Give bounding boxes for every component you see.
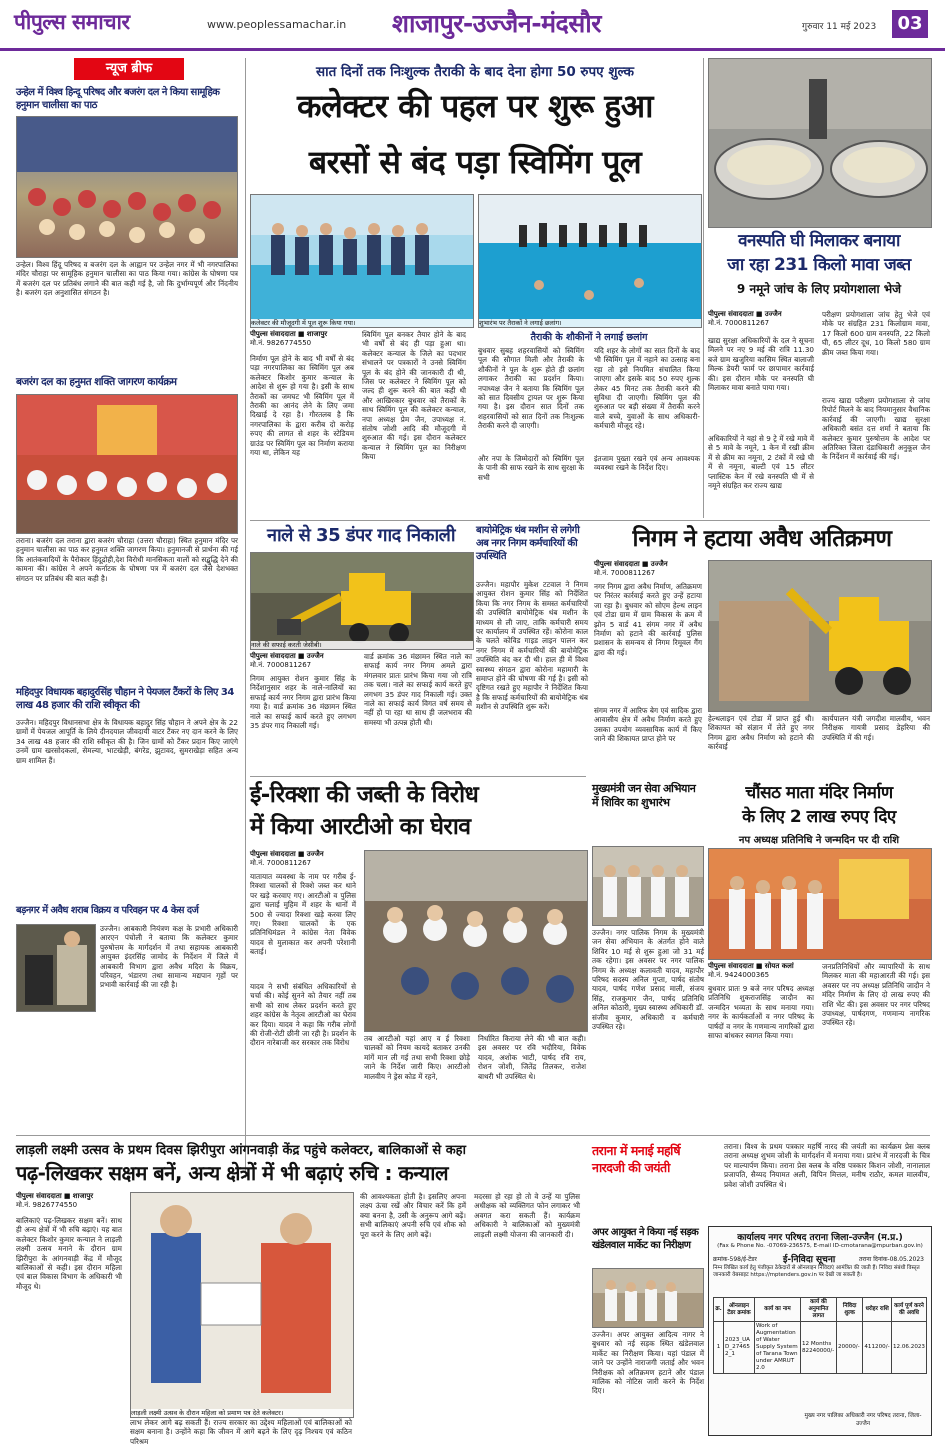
swimming-caption-left: कलेक्टर की मौजूदगी में पूल शुरू किया गया। <box>251 319 473 327</box>
certificate-handover-photo <box>131 1193 353 1417</box>
tender-col-header: कार्य का नाम <box>754 1298 800 1322</box>
tender-cell: 20000/- <box>836 1322 862 1374</box>
mawa-subhead: 9 नमूने जांच के लिए प्रयोगशाला भेजे <box>736 282 902 296</box>
temple-headline-1: चौंसठ माता मंदिर निर्माण <box>745 783 893 803</box>
swimming-photo-right <box>478 194 702 328</box>
swimming-body-col4: यदि शहर के लोगों का सात दिनों के बाद भी स्विमिंग पूल में नहाने का उत्साह बना रहा तो इसे नियमित संचालित किया जाएगा और इसके बाद 50 रुपए शुल्क लेकर 45 मिनट तक तैराकी करने की सुविधा दी जाएगी। स्विमिंग पूल की शुरुआत पर बड़ी संख्या में तैराकी करने वाले बच्चे, युवाओं के साथ अधिकारी-कर्मचारी मौजूद रहे। <box>594 346 700 431</box>
tender-table-header <box>714 1298 927 1322</box>
tarana-body: तराना। विश्व के प्रथम पत्रकार महर्षि नारद की जयंती का कार्यक्रम प्रेस क्लब तराना अध्यक्ष शुभम जोशी के मार्गदर्शन में मनाया गया। प्रारंभ में नारदजी के चित्र पर माल्यार्पण किया। तराना प्रेस क्लब के वरिष्ठ पत्रकार किशन जोशी, नानालाल प्रजापति, सैय्यद नियामत अली, विपिन मित्तल, मनीष राठौर, कमल मालवीय, प्रवेश जोशी उपस्थित थे। <box>724 1142 930 1189</box>
mawa-phone: मो.नं. 7000811267 <box>708 319 770 327</box>
mawa-vats-photo <box>709 59 931 227</box>
nala-headline: नाले से 35 डंपर गाद निकाली <box>267 525 455 546</box>
encroach-phone: मो.नं. 7000811267 <box>594 569 656 577</box>
jcb-excavator-photo <box>251 553 473 649</box>
swimming-kicker: सात दिनों तक निःशुल्क तैराकी के बाद देना होगा 50 रुपए शुल्क <box>316 64 634 80</box>
horizontal-rule-2 <box>250 776 586 777</box>
masthead <box>0 0 945 51</box>
brief-4-body: उज्जैन। आबकारी नियंत्रण कक्ष के प्रभारी अधिकारी आरएन पंचोली ने बताया कि कलेक्टर कुमार पुरुषोत्तम के मार्गदर्शन में तथा सहायक आबकारी आयुक्त इंदरसिंह जामोद के निर्देशन में जिले में आबकारी विभाग द्वारा अवैध मदिरा के विक्रय, परिवहन, भंडारण तथा सामान्य मद्यपान गृहों पर प्रभावी कार्रवाई की जा रही है। <box>100 924 238 990</box>
temple-ceremony-photo <box>709 849 931 959</box>
tender-cell: 411200/- <box>863 1322 892 1374</box>
mawa-bureau: पीपुल्स संवाददाता <box>708 310 754 318</box>
nala-bureau: पीपुल्स संवाददाता <box>250 652 296 660</box>
tender-col-header: क्र. <box>714 1298 724 1322</box>
encroach-bureau: पीपुल्स संवाददाता <box>594 560 640 568</box>
swimming-body-col2: स्विमिंग पूल बनकर तैयार होने के बाद भी वर्षों से बंद ही पड़ा हुआ था। कलेक्टर कन्याल के जिले का पदभार संभालने पर पत्रकारों ने उनसे स्विमिंग पूल के बंद होने की जानकारी दी थी, जिस पर कलेक्टर ने स्विमिंग पूल को जल्द ही शुरू करने की बात कही थी और आखिरकार बुधवार को तैराकों के साथ स्विमिंग पूल की कलेक्टर कन्याल, नपा अध्यक्ष प्रेम जैन, उपाध्यक्ष नं. संतोष जोशी आदि की मौजूदगी में शुरुआत की गई। इस दौरान कलेक्टर कन्याल ने स्विमिंग पूल का निरीक्षण किया <box>362 330 466 462</box>
encroach-headline: निगम ने हटाया अवैध अतिक्रमण <box>632 526 892 552</box>
tender-cell: 1 <box>714 1322 724 1374</box>
market-photo <box>592 1268 704 1328</box>
website: www.peoplessamachar.in <box>207 18 347 31</box>
tender-cell: Work of Augmentation of Water Supply System of Tarana Town under AMRUT 2.0 <box>754 1322 800 1374</box>
pool-officials-photo <box>251 195 473 327</box>
swimming-caption-right: शुभारंभ पर तैराकों ने लगाई छलांग। <box>479 319 701 327</box>
tender-table <box>713 1297 927 1374</box>
tender-title: ई-निविदा सूचना <box>783 1255 836 1265</box>
erickshaw-body-4: निर्धारित किराया लेने की भी बात कही। इस अवसर पर रवि भदौरिया, विवेक यादव, अशोक भाटी, पार्षद रवि राय, रोशन जोशी, जितेंद्र तिलकर, राजेश बाथरी भी उपस्थित थे। <box>478 1034 586 1081</box>
tender-col-header: ऑनलाइन टेंडर क्रमांक <box>724 1298 755 1322</box>
biometric-headline: बायोमेट्रिक थंब मशीन से लगेगी अब नगर निगम कर्मचारियों की उपस्थिति <box>476 525 580 562</box>
brief-1-body: उन्हेल। विश्व हिंदू परिषद व बजरंग दल के आह्वान पर उन्हेल नगर में भी नगरपालिका मंदिर चौराहा पर सामूहिक हनुमान चालीसा का पाठ किया गया। कांग्रेस के घोषणा पत्र में बजरंग दल पर प्रतिबंध लगाने की बात कही गई है, जो कि दुर्भाग्यपूर्ण और निंदनीय है। बजरंग दल अनुशासित संगठन है। <box>16 260 238 298</box>
erickshaw-body-3: तब आरटीओ यहां आए व ई रिक्शा चालकों को नियम कायदे बताकर उनकी मांगें मान ली गई तथा सभी रिक्शा छोड़े जाने के निर्देश जारी किए। आरटीओ मालवीय ने ड्रेस कोड में रहने, <box>364 1034 470 1081</box>
tender-col-header: निविदा शुल्क <box>836 1298 862 1322</box>
nala-caption: नाले की सफाई करती जेसीबी। <box>251 641 473 649</box>
column-rule-left <box>245 58 246 1178</box>
brief-2-photo <box>16 394 238 534</box>
page-number: 03 <box>892 10 928 38</box>
swimming-headline-2: बरसों से बंद पड़ा स्विमिंग पूल <box>308 143 642 181</box>
tender-col-header: कार्य पूर्ण करने की अवधि <box>891 1298 926 1322</box>
brief-1-headline: उन्हेल में विश्व हिन्दू परिषद और बजरंग दल ने किया सामूहिक हनुमान चालीसा का पाठ <box>16 87 220 111</box>
swimming-phone: मो.नं. 9826774550 <box>250 339 312 347</box>
market-inspection-photo <box>593 1269 703 1327</box>
camp-inauguration-photo <box>593 847 703 925</box>
logo <box>14 8 130 36</box>
encroach-photo-caption: हेल्थलाइन एवं टोडा में प्राप्त हुई थी। शिकायत को संज्ञान में लेते हुए नगर निगम द्वारा अवैध निर्माण को हटाने की कार्रवाई <box>708 714 814 752</box>
erickshaw-phone: मो.नं. 7000811267 <box>250 859 312 867</box>
temple-subhead: नप अध्यक्ष प्रतिनिधि ने जन्मदिन पर दी राशि <box>738 835 900 846</box>
swimming-story <box>250 58 700 498</box>
liquor-seizure-photo <box>17 925 95 1011</box>
column-rule-right <box>703 58 704 518</box>
mawa-bureau-place: उज्जैन <box>764 310 782 318</box>
horizontal-rule-1 <box>250 520 930 521</box>
mawa-byline: पीपुल्स संवाददाता ■ उज्जैन मो.नं. 7000811267 <box>708 310 782 327</box>
mawa-body-1: खाद्य सुरक्षा अधिकारियों के दल ने सूचना मिलने पर नए 9 मई की रात्रि 11.30 बजे ग्राम खजुरिया कासिम स्थित बालाजी मिल्क डेयरी फार्म पर छापामार कार्रवाई की। इस दौरान मौके पर वनस्पति घी मिलाकर मावा बनाते पाया गया। <box>708 336 814 393</box>
nala-photo <box>250 552 474 650</box>
tender-cell: 12 Months 82240000/- <box>800 1322 836 1374</box>
mawa-photo <box>708 58 932 228</box>
brief-4-photo <box>16 924 96 1012</box>
temple-bureau: पीपुल्स संवाददाता <box>708 962 754 970</box>
temple-phone: मो.नं. 9424000365 <box>708 971 770 979</box>
tender-intro: निम्न लिखित कार्य हेतु पंजीकृत ठेकेदारों से ऑनलाइन निविदाएं आमंत्रित की जाती हैं। निविदा संबंधी विस्तृत जानकारी वेबसाइट https://mptenders.gov.in पर देखी जा सकती है। <box>713 1265 920 1278</box>
pool-swimmers-photo <box>479 195 701 327</box>
temple-photo <box>708 848 932 960</box>
swimming-body-col4b: इंतजाम पुख्ता रखने एवं अन्य आवश्यक व्यवस्था रखने के निर्देश दिए। <box>594 454 700 473</box>
ladli-banner: लाड़ली लक्ष्मी उत्सव के प्रथम दिवस झिरीपुरा आंगनवाड़ी केंद्र पहुंचे कलेक्टर, बालिकाओं से कहा <box>16 1143 466 1158</box>
tender-contact: (Fax & Phone No. -07069-236575, E-mail ID-cmotarana@mpurban.gov.in) <box>717 1243 923 1249</box>
ladli-headline: पढ़-लिखकर सक्षम बनें, अन्य क्षेत्रों में भी बढ़ाएं रुचि : कन्याल <box>16 1161 449 1185</box>
swimming-bureau: पीपुल्स संवाददाता <box>250 330 296 338</box>
temple-story <box>708 782 930 1132</box>
cm-camp-photo <box>592 846 704 926</box>
tender-col-header: धरोहर राशि <box>863 1298 892 1322</box>
market-body: उज्जैन। अपर आयुक्त आदित्य नागर ने बुधवार को नई सड़क स्थित खंडेलवाल मार्केट का निरीक्षण किया। यहां पंडाल में जाने पर उन्होंने नाराजगी जताई और भवन निरीक्षक को अतिक्रमण हटाने और पंडाल मालिक को नोटिस जारी करने के निर्देश दिए। <box>592 1330 704 1396</box>
ladli-bureau: पीपुल्स संवाददाता <box>16 1192 62 1200</box>
ladli-bureau-place: शाजापुर <box>72 1192 94 1200</box>
ladli-byline: पीपुल्स संवाददाता ■ शाजापुर मो.नं. 9826774550 <box>16 1192 94 1209</box>
ladli-body-1: बालिकाएं पढ़-लिखकर सक्षम बनें। साथ ही अन्य क्षेत्रों में भी रुचि बढ़ाएं। यह बात कलेक्टर किशोर कुमार कन्याल ने लाड़ली लक्ष्मी उत्सव मनाने के दौरान ग्राम झिरीपुरा के आंगनवाड़ी केंद्र में मौजूद बालिकाओं से कही। इस दौरान महिला एवं बाल विकास विभाग के अधिकारी भी मौजूद थे। <box>16 1216 122 1291</box>
temple-headline-2: के लिए 2 लाख रुपए दिए <box>742 807 896 827</box>
swimming-subhead: तैराकी के शौकीनों ने लगाई छलांग <box>530 332 648 343</box>
cm-camp-headline: मुख्यमंत्री जन सेवा अभियान में शिविर का शुभारंभ <box>592 782 696 809</box>
cm-camp-story <box>592 782 704 1130</box>
tender-footer: मुख्य नगर पालिका अधिकारी नगर परिषद तराना, जिला-उज्जैन <box>804 1413 922 1427</box>
temple-body-1: बुधवार प्रातः 9 बजे नगर परिषद अध्यक्ष प्रतिनिधि शुकराजसिंह जादौन का जन्मदिन भव्यता के साथ मनाया गया। नगर के कार्यकर्ताओं व नगर परिषद के पार्षदों व नगर के गणमान्य नागरिकों द्वारा साफा बांधकर स्वागत किया गया। <box>708 984 814 1041</box>
news-brief-column <box>16 58 238 1168</box>
temple-body-2: जनप्रतिनिधियों और व्यापारियों के साथ मिलकर माता की महाआरती की गई। इस अवसर पर नप अध्यक्ष प्रतिनिधि जादौन ने मंदिर निर्माण के लिए दो लाख रुपए की राशि भेंट की। इस अवसर पर नगर परिषद उपाध्यक्ष, पार्षदगण, गणमान्य नागरिक उपस्थित रहे। <box>822 962 930 1028</box>
temple-bureau-place: सोयत कलां <box>764 962 794 970</box>
biometric-story <box>476 524 588 824</box>
erickshaw-body-1: यातायात व्यवस्था के नाम पर गरीब ई-रिक्शा चालकों से रिक्शे जब्त कर थाने पर खड़े करवाए गए। आरटीओ व पुलिस द्वारा चलाई मुहिम में शहर के थानों में 500 से ज्यादा रिक्शा खड़े करवा लिए गए। रिक्शा चालकों के एक प्रतिनिधिमंडल ने कांग्रेस नेता विवेक यादव से मुलाकात कर अपनी परेशानी बताई। <box>250 872 356 957</box>
table-row <box>714 1322 927 1374</box>
demolition-jcb-photo <box>709 561 931 711</box>
ladli-body-3: मदरसा हो रहा हो तो वे उन्हें या पुलिस अधीक्षक को व्यक्तिगत फोन लगाकर भी अवगत करा सकती हैं। कार्यक्रम अधिकारी ने बालिकाओं को मुख्यमंत्री लाड़ली लक्ष्मी योजना की जानकारी दी। <box>474 1192 580 1239</box>
tarana-story <box>592 1142 930 1216</box>
nala-story <box>250 524 472 824</box>
mawa-body-2: अधिकारियों ने यहां से 9 ट्रे में रखे मावे में से 5 मावे के नमूने, 1 केन में रखी क्रीम में से क्रीम का नमूना, 2 टंकों में रखे घी में से नमूना, बाल्टी एवं 15 लीटर प्लास्टिक केन में रखे वनस्पति घी में से नमूने संग्रहित कर राज्य खाद्य <box>708 434 814 491</box>
mawa-story <box>708 58 930 518</box>
ladli-body-4: लाभ लेकर आगे बढ़ सकती हैं। राज्य सरकार का उद्देश्य महिलाओं एवं बालिकाओं को सक्षम बनाना है। उन्होंने कहा कि जीवन में आगे बढ़ने के लिए दृढ़ निश्चय एवं कठिन परिश्रम <box>130 1418 352 1446</box>
temple-byline: पीपुल्स संवाददाता ■ सोयत कलां मो.नं. 9424000365 <box>708 962 794 979</box>
nala-byline: पीपुल्स संवाददाता ■ उज्जैन मो.नं. 7000811267 <box>250 652 324 669</box>
nala-bureau-place: उज्जैन <box>306 652 324 660</box>
horizontal-rule-3 <box>16 1135 930 1136</box>
erickshaw-byline: पीपुल्स संवाददाता ■ उज्जैन मो.नं. 7000811267 <box>250 850 324 867</box>
tender-notice <box>708 1226 932 1436</box>
logo-text: पीपुल्स समाचार <box>14 10 130 34</box>
encroach-photo <box>708 560 932 712</box>
erickshaw-headline-2: में किया आरटीओ का घेराव <box>250 814 471 840</box>
mawa-headline-2: जा रहा 231 किलो मावा जब्त <box>727 255 911 275</box>
erickshaw-bureau: पीपुल्स संवाददाता <box>250 850 296 858</box>
swimming-body-col1: निर्माण पूल होने के बाद भी वर्षों से बंद पड़ा नगरपालिका का स्विमिंग पूल अब कलेक्टर किशोर कुमार कन्याल के आदेश से शुरू हो गया है। इसी के साथ तैराकों का जमघट भी स्विमिंग पूल में तैराकी का आनंद लेने के लिए जमा दिखाई दे रहा है। गौरतलब है कि नगरपालिका के द्वारा करीब दो करोड़ रुपए की लागत से शहर के स्टेडियम ग्राउंड पर स्विमिंग पूल का निर्माण कराया गया था, लेकिन यह <box>250 354 354 458</box>
encroach-body-3: कार्यपालन यंत्री जगदीश मालवीय, भवन निरीक्षक गायत्री प्रसाद डेहरिया की उपस्थिति में की गई। <box>822 714 930 742</box>
news-brief-label: न्यूज ब्रीफ <box>74 58 184 80</box>
encroach-body-1: नगर निगम द्वारा अवैध निर्माण, अतिक्रमण पर निरंतर कार्रवाई करते हुए उन्हें हटाया जा रहा है। बुधवार को सोएम हेल्थ लाइन एवं टोडा ग्राम में ग्राम विकास के क्रम में झोन 5 वार्ड 41 संगम नगर में अवैध निर्माण को हटाने की कार्रवाई पुलिस प्रशासन के समन्वय से निगम रिमूवल गैंग द्वारा की गई। <box>594 582 702 657</box>
temple-gathering-photo <box>17 395 237 533</box>
mawa-body-3: परीक्षण प्रयोगशाला जांच हेतु भेजे एवं मौके पर संग्रहित 231 किलोग्राम मावा, 17 किलो 600 ग्राम वनस्पति, 22 किलो घी, 65 लीटर दूध, 10 किलो 580 ग्राम क्रीम जब्त किया गया। <box>822 310 930 357</box>
hanuman-chalisa-crowd-photo <box>17 117 237 257</box>
erickshaw-story <box>250 780 586 1130</box>
erickshaw-headline-1: ई-रिक्शा की जब्ती के विरोध <box>250 782 479 808</box>
erickshaw-body-2: यादव ने सभी संबंधित अधिकारियों से चर्चा की। कोई सुनने को तैयार नहीं तब सभी को साथ लेकर प्रदर्शन करते हुए शहर कांग्रेस के नेतृत्व आरटीओ का घेराव कर दिया। यादव ने कहा कि गरीब लोगों की रोजी-रोटी छीनी जा रही है। प्रदर्शन के दौरान नारेबाजी कर सरकार तक विरोध <box>250 982 356 1048</box>
erickshaw-bureau-place: उज्जैन <box>306 850 324 858</box>
cm-camp-body: उज्जैन। नगर पालिक निगम के मुख्यमंत्री जन सेवा अभियान के अंतर्गत होने वाले शिविर 10 मई से शुरू हुआ जो 31 मई तक रहेगा। इस अवसर पर नगर पालिक निगम के अध्यक्ष कलावती यादव, महापौर परिषद सदस्य अनिल गुप्ता, पार्षद संतोष यादव, पार्षद गणेश प्रसाद माली, संजय सिंह, राजकुमार जैन, पार्षद प्रतिनिधि अनिल कोठारी, मुख्य स्वास्थ्य अधिकारी डॉ. संजीव कुमार, अधिकारी व कर्मचारी उपस्थित रहे। <box>592 928 704 1032</box>
issue-date: गुरुवार 11 मई 2023 <box>802 22 877 32</box>
erickshaw-photo <box>364 850 588 1032</box>
market-headline: अपर आयुक्त ने किया नई सड़क खंडेलवाल मार्केट का निरीक्षण <box>592 1227 699 1251</box>
encroach-bureau-place: उज्जैन <box>650 560 668 568</box>
ladli-phone: मो.नं. 9826774550 <box>16 1201 78 1209</box>
encroach-byline: पीपुल्स संवाददाता ■ उज्जैन मो.नं. 7000811267 <box>594 560 668 577</box>
ladli-caption: लाड़ली लक्ष्मी उत्सव के दौरान महिला को प्रमाण पत्र देते कलेक्टर। <box>131 1409 353 1417</box>
swimming-byline: पीपुल्स संवाददाता ■ शाजापुर मो.नं. 9826774550 <box>250 330 328 347</box>
ladli-body-2: की आवश्यकता होती है। इसलिए अपना लक्ष्य ऊंचा रखें और विचार करें कि हमें क्या बनना है, उसी के अनुरूप आगे बढ़ें। सभी बालिकाएं अपनी रुचि एवं शौक को पूरा करने के लिए आगे बढ़ें। <box>360 1192 466 1239</box>
swimming-body-col3: बुधवार सुबह शहरवासियों को स्विमिंग पूल की सौगात मिली और तैराकी के शौकीनों ने पूल के शुरू होते ही छलांग लगाकर तैराकी का प्रदर्शन किया। नपाध्यक्ष जैन ने बताया कि स्विमिंग पूल को सात दिवसीय ट्रायल पर शुरू किया गया है। इस दौरान सात दिनों तक शहरवासियों को सात दिनों तक निःशुल्क तैराकी करने दी जाएगी। <box>478 346 584 431</box>
brief-4-headline: बड़नगर में अवैध शराब विक्रय व परिवहन पर 4 केस दर्ज <box>16 905 199 916</box>
swimming-headline-1: कलेक्टर की पहल पर शुरू हुआ <box>297 87 653 125</box>
biometric-body: उज्जैन। महापौर मुकेश टटवाल ने निगम आयुक्त रोशन कुमार सिंह को निर्देशित किया कि नगर निगम के समस्त कर्मचारियों की उपस्थिति बायोमेट्रिक थंब मशीन के माध्यम से ली जाए, ताकि कर्मचारी समय पर कार्यालय में उपस्थित रहें। कोरोना काल के चलते कोविड गाइड लाइन पालन कर नगर निगम में कर्मचारियों की बायोमेट्रिक उपस्थिति बंद कर दी थी। हाल ही में विश्व स्वास्थ्य संगठन द्वारा कोरोना महामारी के समाप्त होने की घोषणा की गई है। इसी को दृष्टिगत रखते हुए महापौर ने निर्देशित किया है कि सफाई कर्मचारियों की बायोमेट्रिक थंब मशीन से उपस्थिति शुरू करें। <box>476 580 588 712</box>
tender-header: कार्यालय नगर परिषद तराना जिला-उज्जैन (म.प्र.) <box>737 1233 903 1243</box>
edition-title: शाजापुर-उज्जैन-मंदसौर <box>392 9 601 38</box>
ladli-photo <box>130 1192 354 1418</box>
swimming-body-col3b: और नपा के जिम्मेदारों को स्विमिंग पूल के पानी की साफ रखने के साथ सुरक्षा के सभी <box>478 454 584 482</box>
mawa-headline-1: वनस्पति घी मिलाकर बनाया <box>738 231 900 251</box>
encroachment-story <box>594 524 930 824</box>
tender-date: तराना दिनांक-08.05.2023 <box>859 1256 924 1263</box>
tender-cell: 12.06.2023 <box>891 1322 926 1374</box>
brief-2-headline: बजरंग दल का हनुमत शक्ति जागरण कार्यक्रम <box>16 376 177 388</box>
nala-phone: मो.नं. 7000811267 <box>250 661 312 669</box>
mawa-body-4: राज्य खाद्य परीक्षण प्रयोगशाला से जांच रिपोर्ट मिलने के बाद नियमानुसार वैधानिक कार्रवाई की जाएगी। खाद्य सुरक्षा अधिकारी बसंत दत्त शर्मा ने बताया कि कलेक्टर कुमार पुरुषोत्तम के आदेश पर अतिरिक्त जिला दंडाधिकारी अनुकूल जैन के निर्देशन में कार्रवाई की गई। <box>822 396 930 462</box>
nala-body-2: वार्ड क्रमांक 36 मंछामन स्थित नाले का सफाई कार्य नगर निगम अमले द्वारा मंगलवार प्रातः प्रारंभ किया गया जो रात्रि तक चला। नाले का सफाई कार्य करते हुए लगभग 35 डंपर गाद निकाली गई। उक्त नाले का सफाई कार्य विगत वर्ष समय से नहीं हो पा रहा था साथ ही जलभराव की समस्या भी उत्पन्न होती थी। <box>364 652 472 727</box>
tarana-headline: तराना में मनाई महर्षि नारदजी की जयंती <box>592 1143 681 1175</box>
swimming-bureau-place: शाजापुर <box>306 330 328 338</box>
tender-cell: 2023_UAD_274652_1 <box>724 1322 755 1374</box>
brief-2-body: तराना। बजरंग दल तराना द्वारा बजरंग चौराहा (उत्तरा चौराहा) स्थित हनुमान मंदिर पर हनुमान चालीसा का पाठ कर हनुमत शक्ति जागरण किया। हनुमानजी से प्रार्थना की गई कि आतंकवादियों के पैरोकार हिंदूद्रोही,देश विरोधी मानसिकता वालों को सद्बुद्धि देने की कामना की। कांग्रेस ने अपने कर्नाटक के घोषणा पत्र में बजरंग दल जैसे देशभक्त संगठन पर प्रतिबंध की बात कही है। <box>16 536 238 583</box>
brief-3-body: उज्जैन। महिदपुर विधानसभा क्षेत्र के विधायक बहादुर सिंह चौहान ने अपने क्षेत्र के 22 ग्रामों में पेयजल आपूर्ति के लिये दीनदयाल जीवदायी वाटर टैंकर नए दान करने के लिए 34 लाख 48 हजार की राशि स्वीकृत की है। जिन ग्रामों को टैंकर प्रदान किए जाएंगे उनमें ग्राम खरसोदकलां, सेमल्या, भाटखेड़ी, बंगरेड, झुटावद, सुमराखेड़ा सहित अन्य ग्राम शामिल हैं। <box>16 718 238 765</box>
tender-ref: क्रमांक-598/ई-टेंडर <box>713 1256 757 1263</box>
rto-protest-photo <box>365 851 587 1031</box>
swimming-photo-left <box>250 194 474 328</box>
encroach-body-2: संगम नगर में आरिफ बेग एवं सादिक द्वारा आवासीय क्षेत्र में अवैध निर्माण करते हुए उसका उपयोग व्यवसायिक कार्य में किए जाने की शिकायत प्राप्त होने पर <box>594 706 702 744</box>
nala-body-1: निगम आयुक्त रोशन कुमार सिंह के निर्देशानुसार शहर के नाले-नालियों का सफाई कार्य नगर निगम द्वारा प्रारंभ किया गया है। वार्ड क्रमांक 36 मंछामन स्थित नाले का सफाई कार्य करते हुए लगभग 35 डंपर गाद निकाली गई। <box>250 674 356 731</box>
brief-3-headline: महिदपुर विधायक बहादुरसिंह चौहान ने पेयजल टैंकरों के लिए 34 लाख 48 हजार की राशि स्वीकृत की <box>16 687 234 711</box>
tender-col-header: कार्य की अनुमानित लागत <box>800 1298 836 1322</box>
market-story <box>592 1226 704 1436</box>
brief-1-photo <box>16 116 238 258</box>
